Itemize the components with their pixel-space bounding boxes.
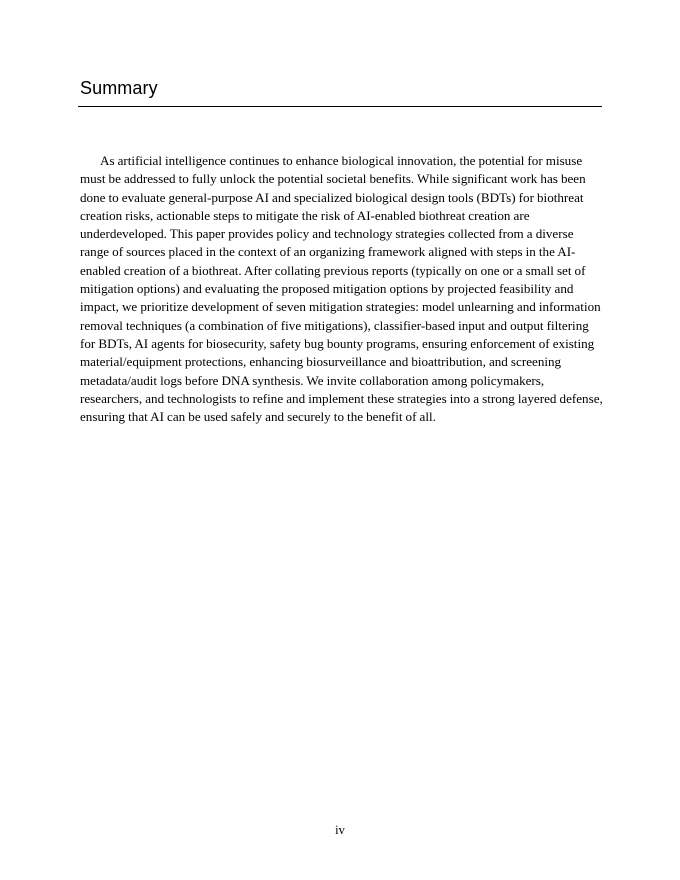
section-heading: Summary [80,78,158,98]
summary-paragraph: As artificial intelligence continues to enhance biological innovation, the potential for misuse must be addressed to fully unlock the potential societal benefits. While significant work has been done to evaluate general-purpose AI and specialized biological design tools (BDTs) for biothreat creation risks, actionable steps to mitigate the risk of AI-enabled biothreat creation are underdeveloped. This paper provides policy and technology strategies collected from a diverse range of sources placed in the context of an organizing framework aligned with steps in the AI-enabled creation of a biothreat. After collating previous reports (typically on one or a small set of mitigation options) and evaluating the proposed mitigation options by projected feasibility and impact, we prioritize development of seven mitigation strategies: model unlearning and information removal techniques (a combination of five mitigations), classifier-based input and output filtering for BDTs, AI agents for biosecurity, safety bug bounty programs, ensuring enforcement of existing material/equipment protections, enhancing biosurveillance and bioattribution, and screening metadata/audit logs before DNA synthesis. We invite collaboration among policymakers, researchers, and technologists to refine and implement these strategies into a strong layered defense, ensuring that AI can be used safely and securely to the benefit of all. [80,153,603,425]
page-number: iv [335,823,345,837]
heading-rule [78,106,602,107]
